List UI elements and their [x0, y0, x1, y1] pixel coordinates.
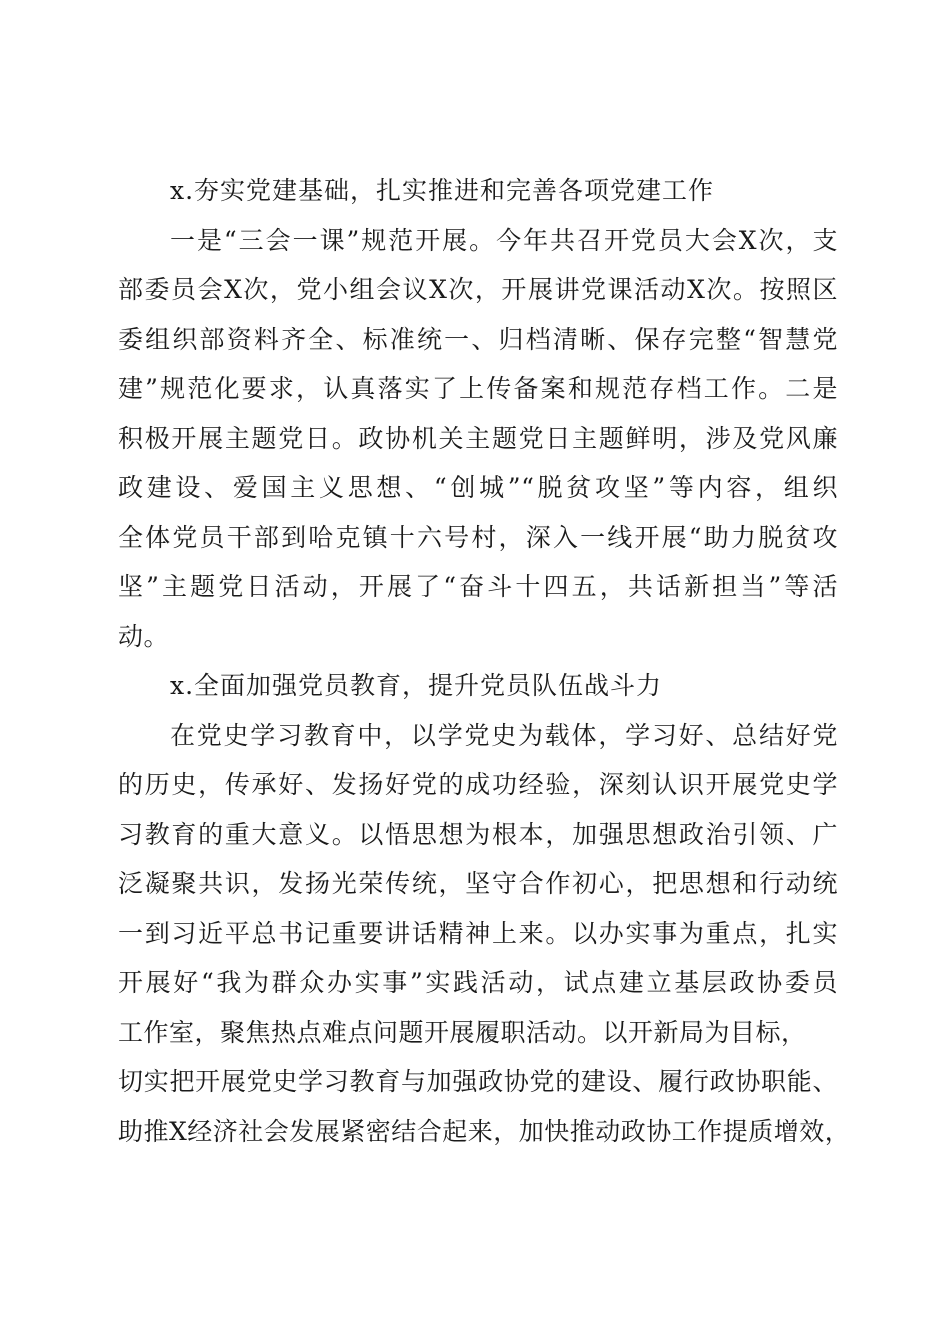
section-1-paragraph — [118, 216, 838, 662]
text-line: 习教育的重大意义。以悟思想为根本，加强思想政治引领、广 — [118, 819, 838, 849]
text-line: 一是“三会一课”规范开展。今年共召开党员大会X次，支 — [170, 225, 838, 255]
text-line: 委组织部资料齐全、标准统一、归档清晰、保存完整“智慧党 — [118, 324, 838, 354]
text-line: 建”规范化要求，认真落实了上传备案和规范存档工作。二是 — [118, 374, 838, 403]
text-line: 部委员会X次，党小组会议X次，开展讲党课活动X次。按照区 — [118, 275, 838, 304]
text-line: 开展好“我为群众办实事”实践活动，试点建立基层政协委员 — [118, 968, 838, 997]
text-line: 泛凝聚共识，发扬光荣传统，坚守合作初心，把思想和行动统 — [118, 869, 838, 898]
section-2-paragraph — [118, 711, 851, 1157]
text-line: 全体党员干部到哈克镇十六号村，深入一线开展“助力脱贫攻 — [118, 522, 838, 552]
text-line: 切实把开展党史学习教育与加强政协党的建设、履行政协职能、 — [118, 1067, 838, 1096]
text-line: 助推X经济社会发展紧密结合起来，加快推动政协工作提质增效， — [118, 1116, 851, 1146]
section-2-heading: x.全面加强党员教育，提升党员队伍战斗力 — [170, 671, 663, 700]
text-line: 一到习近平总书记重要讲话精神上来。以办实事为重点，扎实 — [118, 918, 838, 948]
text-line: 政建设、爱国主义思想、“创城”“脱贫攻坚”等内容，组织 — [118, 473, 838, 502]
text-line: 动。 — [118, 621, 170, 651]
text-line: 在党史学习教育中，以学党史为载体，学习好、总结好党 — [170, 720, 838, 750]
text-line: 工作室，聚焦热点难点问题开展履职活动。以开新局为目标， — [118, 1017, 807, 1047]
text-line: 积极开展主题党日。政协机关主题党日主题鲜明，涉及党风廉 — [118, 423, 838, 453]
text-line: 坚”主题党日活动，开展了“奋斗十四五，共话新担当”等活 — [118, 572, 838, 601]
text-line: 的历史，传承好、发扬好党的成功经验，深刻认识开展党史学 — [118, 770, 838, 799]
document-body — [118, 166, 851, 1156]
section-1-heading: x.夯实党建基础，扎实推进和完善各项党建工作 — [170, 176, 715, 205]
